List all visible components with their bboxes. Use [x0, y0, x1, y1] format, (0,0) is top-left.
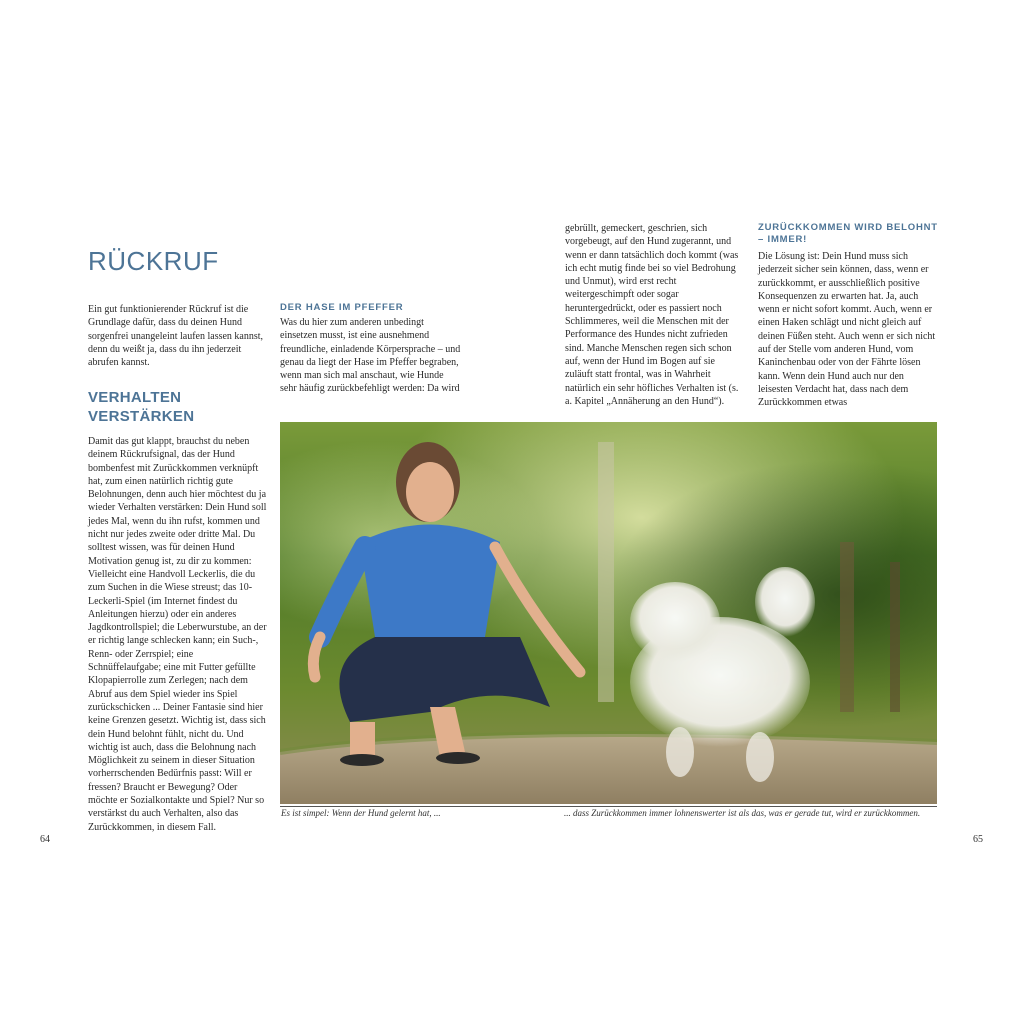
page-number-left: 64: [40, 834, 50, 845]
intro-paragraph: Ein gut funktionierender Rückruf ist die Grundlage dafür, dass du deinen Hund sorgenfrei unangeleint laufen lassen kannst, denn du weißt ja, dass du ihn jederzeit abrufen kannst.: [88, 304, 264, 369]
section-body-hase: Was du hier zum anderen unbedingt einsetzen musst, ist eine ausnehmend freundliche, einladende Körpersprache – und genau da liegt der Hase im Pfeffer begraben, wenn man sich mal anschaut, wie Hunde sehr häufig zurückbefehligt werden: Da wird: [280, 317, 461, 395]
woman-calling-dog-photo: [280, 422, 937, 804]
section-heading-hase: DER HASE IM PFEFFER: [280, 302, 404, 313]
caption-rule: [280, 806, 937, 807]
section-body-belohnt: Die Lösung ist: Dein Hund muss sich jederzeit sicher sein können, dass, wenn er zurückkommt, er ausschließlich positive Konsequenzen zu erwarten hat. Ja, auch wenn er nicht sofort kommt. Auch, wenn er einen Haken schlägt und nicht gleich auf deinen Füßen steht. Auch wenn er sich nicht auf der Stelle vom anderen Hund, vom Kaninchenbau oder von der Fährte lösen kann. Wenn dein Hund auch nur den leisesten Verdacht hat, dass nach dem Zurückkommen etwas: [758, 251, 936, 409]
section-heading-belohnt: ZURÜCKKOMMEN WIRD BELOHNT – IMMER!: [758, 222, 938, 245]
column3-body: gebrüllt, gemeckert, geschrien, sich vorgebeugt, auf den Hund zugerannt, und wenn er dann tatsächlich doch kommt (was ich echt mutig finde bei so viel Bedrohung und Unmut), wird erst recht weitergeschimpft oder sogar heruntergedrückt, oder es passiert noch Schlimmeres, weil die Menschen mit der Performance des Hundes nicht zufrieden sind. Manche Menschen regen sich schon auf, wenn der Hund im Bogen auf sie zuläuft statt frontal, was in Wahrheit natürlich ein sehr höfliches Verhalten ist (s. a. Kapitel „Annäherung an den Hund“).: [565, 223, 739, 407]
chapter-title: RÜCKRUF: [88, 246, 219, 276]
photo-caption-left: Es ist simpel: Wenn der Hund gelernt hat, ...: [281, 808, 441, 818]
photo-caption-right: ... dass Zurückkommen immer lohnenswerter ist als das, was er gerade tut, wird er zurückkommen.: [564, 808, 921, 818]
section-body-verhalten: Damit das gut klappt, brauchst du neben deinem Rückrufsignal, das der Hund bombenfest mit Zurückkommen verknüpft hat, zum einen natürlich richtig gute Belohnungen, denn auch hier möchtest du ja wieder Verhalten verstärken: Dein Hund soll jedes Mal, wenn du ihn rufst, kommen und nicht nur jedes zweite oder dritte Mal. Du solltest wissen, was für deinen Hund Motivation genug ist, zu dir zu kommen: Vielleicht eine Handvoll Leckerlis, die du zum Suchen in die Wiese streust; das 10-Leckerli-Spiel (im Internet findest du Anleitungen hierzu) oder ein anderes Jagdkontrollspiel; die Leberwurstube, an der er richtig lange schlecken kann; ein Such-, Renn- oder Zerrspiel; eine Schnüffelaufgabe; eine mit Futter gefüllte Klopapierrolle zum Zerlegen; nach dem Abruf aus dem Spiel wieder ins Spiel zurückschicken ... Deiner Fantasie sind hier keine Grenzen gesetzt. Wichtig ist, dass sich dein Hund belohnt fühlt, nicht du. Und wichtig ist auch, dass die Belohnung nach Möglichkeit zu seinem in dieser Situation vorherrschenden Bedürfnis passt: Will er fressen? Braucht er Bewegung? Oder möchte er Sozialkontakte und Spiel? Nur so verstärkst du auch Verhalten, also das Zurückkommen, in diesem Fall.: [88, 436, 267, 833]
page-number-right: 65: [973, 834, 983, 845]
section-heading-verhalten: VERHALTEN VERSTÄRKEN: [88, 389, 195, 425]
